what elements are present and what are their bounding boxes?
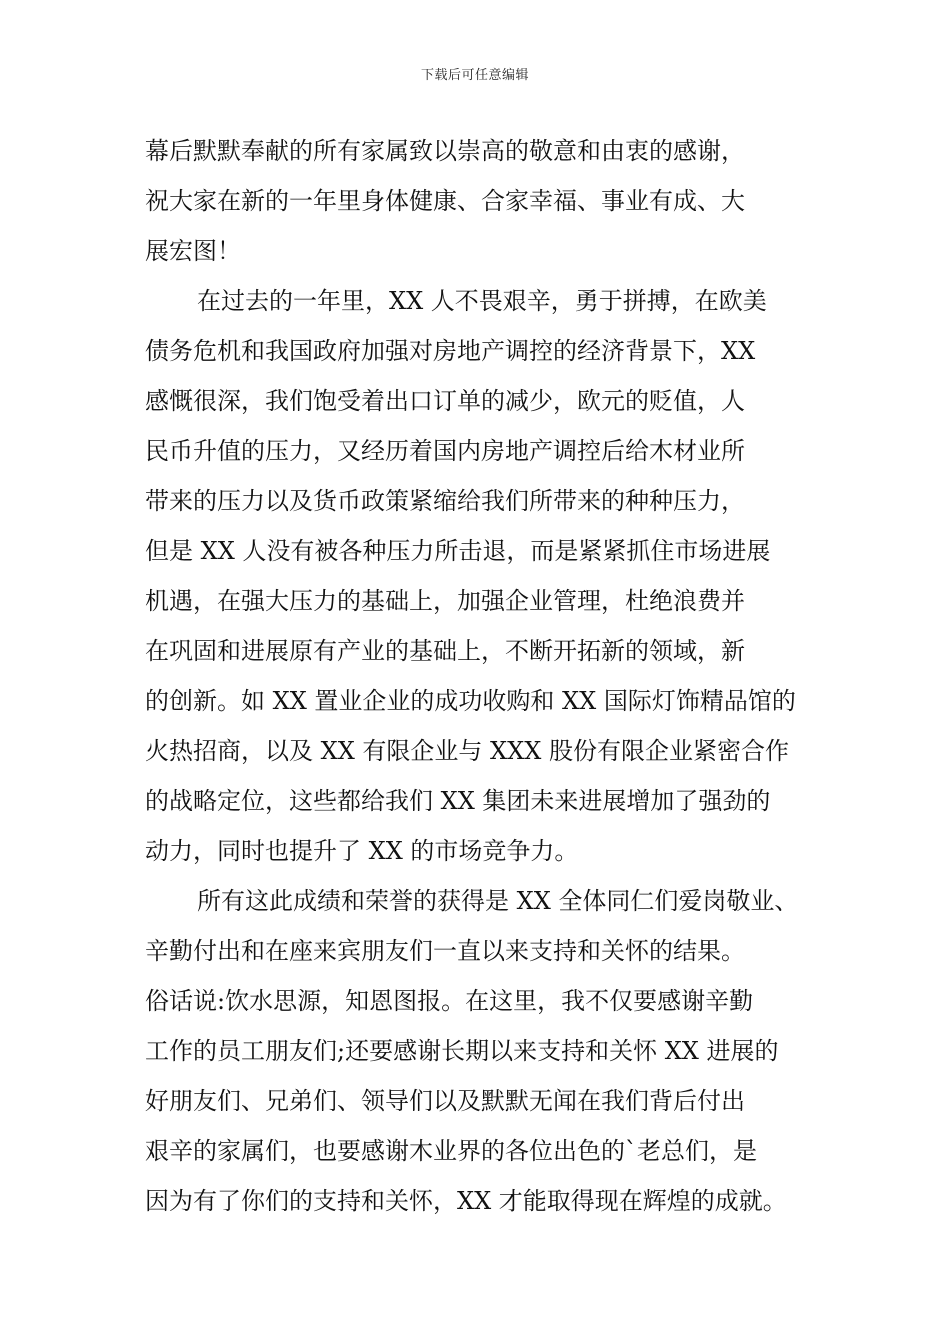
document-body [145, 126, 835, 1226]
text-line: 幕后默默奉献的所有家属致以崇高的敬意和由衷的感谢， [145, 137, 745, 165]
text-line: 艰辛的家属们，也要感谢木业界的各位出色的`老总们，是 [145, 1137, 757, 1165]
text-line: 火热招商，以及 XX 有限企业与 XXX 股份有限企业紧密合作 [145, 737, 789, 765]
text-line: 好朋友们、兄弟们、领导们以及默默无闻在我们背后付出 [145, 1087, 745, 1115]
text-line: 在过去的一年里，XX 人不畏艰辛，勇于拼搏，在欧美 [197, 287, 767, 315]
text-line: 辛勤付出和在座来宾朋友们一直以来支持和关怀的结果。 [145, 937, 745, 965]
text-line: 工作的员工朋友们;还要感谢长期以来支持和关怀 XX 进展的 [145, 1037, 779, 1065]
text-line: 感慨很深，我们饱受着出口订单的减少，欧元的贬值，人 [145, 387, 745, 415]
text-line: 债务危机和我国政府加强对房地产调控的经济背景下，XX [145, 337, 756, 365]
text-line: 因为有了你们的支持和关怀，XX 才能取得现在辉煌的成就。 [145, 1187, 787, 1215]
text-line: 但是 XX 人没有被各种压力所击退，而是紧紧抓住市场进展 [145, 537, 771, 565]
text-line: 俗话说:饮水思源，知恩图报。在这里，我不仅要感谢辛勤 [145, 987, 754, 1015]
text-line: 展宏图！ [145, 237, 241, 265]
text-line: 民币升值的压力，又经历着国内房地产调控后给木材业所 [145, 437, 745, 465]
page-header: 下载后可任意编辑 [420, 68, 529, 83]
text-line: 在巩固和进展原有产业的基础上，不断开拓新的领域，新 [145, 637, 745, 665]
text-line: 祝大家在新的一年里身体健康、合家幸福、事业有成、大 [145, 187, 745, 215]
text-line: 的战略定位，这些都给我们 XX 集团未来进展增加了强劲的 [145, 787, 771, 815]
text-line: 所有这此成绩和荣誉的获得是 XX 全体同仁们爱岗敬业、 [197, 887, 799, 915]
text-line: 的创新。如 XX 置业企业的成功收购和 XX 国际灯饰精品馆的 [145, 687, 796, 715]
text-line: 带来的压力以及货币政策紧缩给我们所带来的种种压力， [145, 487, 745, 515]
text-line: 动力，同时也提升了 XX 的市场竞争力。 [145, 837, 579, 865]
text-line: 机遇，在强大压力的基础上，加强企业管理，杜绝浪费并 [145, 587, 745, 615]
